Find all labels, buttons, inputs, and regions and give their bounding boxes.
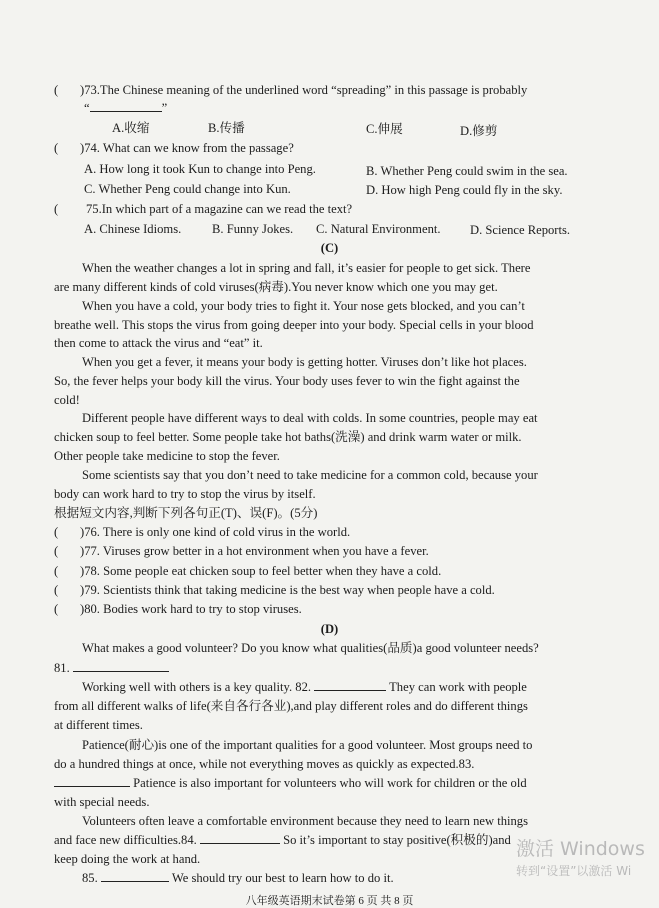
paragraph-text: So it’s important to stay positive(积极的)and xyxy=(283,833,511,847)
tf-question-76: ( )76. There is only one kind of cold virus in the world. xyxy=(54,525,351,539)
paragraph-line xyxy=(54,832,511,848)
paragraph-text: Patience is also important for volunteers who will work for children or the old xyxy=(133,776,527,790)
paragraph-text: and face new difficulties.84. xyxy=(54,833,197,847)
paragraph-text: Working well with others is a key quality. 82. xyxy=(82,680,312,694)
blank-85 xyxy=(101,870,169,882)
q74-option-d: D. How high Peng could fly in the sky. xyxy=(366,183,563,197)
passage-line: When you have a cold, your body tries to fight it. Your nose gets blocked, and you can’t xyxy=(82,299,525,313)
answer-paren: ( xyxy=(54,83,59,97)
passage-line: When you get a fever, it means your body is getting hotter. Viruses don’t like hot places. xyxy=(82,355,527,369)
question-text: )78. Some people eat chicken soup to feel better when they have a cold. xyxy=(80,564,442,578)
paragraph-line xyxy=(82,870,394,886)
question-text: )76. There is only one kind of cold virus in the world. xyxy=(80,525,351,539)
blank-number: 81. xyxy=(54,661,70,675)
passage-line: then come to attack the virus and “eat” it. xyxy=(54,336,263,350)
q74-option-a: A. How long it took Kun to change into Peng. xyxy=(84,162,316,176)
q75-option-b: B. Funny Jokes. xyxy=(212,222,294,236)
paragraph-line xyxy=(82,679,527,695)
q74-option-b: B. Whether Peng could swim in the sea. xyxy=(366,164,568,178)
q75-option-a: A. Chinese Idioms. xyxy=(84,222,182,236)
section-c-title: (C) xyxy=(320,241,339,255)
question-text: )77. Viruses grow better in a hot environment when you have a fever. xyxy=(80,544,429,558)
paragraph-line: from all different walks of life(来自各行各业),and play different roles and do different things xyxy=(54,699,528,713)
q74-text: )74. What can we know from the passage? xyxy=(80,141,294,155)
question-text: )79. Scientists think that taking medicine is the best way when people have a cold. xyxy=(80,583,495,597)
q73-option-a: A.收缩 xyxy=(112,121,150,135)
passage-line: cold! xyxy=(54,393,80,407)
q75-text: 75.In which part of a magazine can we read the text? xyxy=(86,202,353,216)
paragraph-text: We should try our best to learn how to do it. xyxy=(171,871,394,885)
blank-line xyxy=(90,100,162,112)
passage-line: are many different kinds of cold viruses(病毒).You never know which one you may get. xyxy=(54,280,498,294)
page-footer: 八年级英语期末试卷第 6 页 共 8 页 xyxy=(245,895,414,907)
question-text: )80. Bodies work hard to try to stop viruses. xyxy=(80,602,302,616)
q73-option-b: B.传播 xyxy=(208,121,245,135)
blank-83 xyxy=(54,775,130,787)
q75-option-d: D. Science Reports. xyxy=(470,223,571,237)
passage-line: Other people take medicine to stop the fever. xyxy=(54,449,280,463)
q75-stem xyxy=(54,201,352,217)
paragraph-text: They can work with people xyxy=(389,680,527,694)
passage-line: Different people have different ways to deal with colds. In some countries, people may eat xyxy=(82,411,538,425)
q73-text: )73.The Chinese meaning of the underlined word “spreading” in this passage is probably xyxy=(80,83,528,97)
q73-option-d: D.修剪 xyxy=(460,124,498,138)
blank-84 xyxy=(200,832,280,844)
quote-open: “ xyxy=(84,101,90,115)
tf-question-77: ( )77. Viruses grow better in a hot environment when you have a fever. xyxy=(54,544,429,558)
q73-stem xyxy=(54,82,527,98)
q75-option-c: C. Natural Environment. xyxy=(316,222,441,236)
section-d-title: (D) xyxy=(320,622,339,636)
q74-option-c: C. Whether Peng could change into Kun. xyxy=(84,182,291,196)
passage-line: body can work hard to try to stop the virus by itself. xyxy=(54,487,316,501)
blank-number: 85. xyxy=(82,871,98,885)
q73-blank xyxy=(84,100,167,116)
passage-line: chicken soup to feel better. Some people take hot baths(洗澡) and drink warm water or milk. xyxy=(54,430,522,444)
tf-question-80: ( )80. Bodies work hard to try to stop viruses. xyxy=(54,602,302,616)
paragraph-line xyxy=(54,775,527,791)
section-d-intro: What makes a good volunteer? Do you know what qualities(品质)a good volunteer needs? xyxy=(82,641,539,655)
q74-stem xyxy=(54,140,294,156)
blank-81 xyxy=(54,660,169,676)
passage-line: Some scientists say that you don’t need to take medicine for a common cold, because your xyxy=(82,468,538,482)
paragraph-line: Patience(耐心)is one of the important qualities for a good volunteer. Most groups need to xyxy=(82,738,533,752)
paragraph-line: keep doing the work at hand. xyxy=(54,852,201,866)
blank-82 xyxy=(314,679,386,691)
passage-line: When the weather changes a lot in spring and fall, it’s easier for people to get sick. There xyxy=(82,261,531,275)
paragraph-line: with special needs. xyxy=(54,795,150,809)
activation-watermark-subtitle: 转到“设置”以激活 Wi xyxy=(516,864,632,878)
quote-close: ” xyxy=(161,101,168,115)
passage-line: So, the fever helps your body kill the virus. Your body uses fever to win the fight against the xyxy=(54,374,520,388)
tf-question-79: ( )79. Scientists think that taking medicine is the best way when people have a cold. xyxy=(54,583,495,597)
answer-paren: ( xyxy=(54,141,59,155)
paragraph-line: do a hundred things at once, while not everything moves as quickly as expected.83. xyxy=(54,757,475,771)
blank-line xyxy=(73,660,169,672)
activation-watermark-title: 激活 Windows xyxy=(516,838,645,860)
tf-instruction: 根据短文内容,判断下列各句正(T)、误(F)。(5分) xyxy=(54,506,318,520)
paragraph-line: at different times. xyxy=(54,718,143,732)
answer-paren: ( xyxy=(54,202,59,216)
passage-line: breathe well. This stops the virus from going deeper into your body. Special cells in your blood xyxy=(54,318,534,332)
paragraph-line: Volunteers often leave a comfortable environment because they need to learn new things xyxy=(82,814,528,828)
tf-question-78: ( )78. Some people eat chicken soup to feel better when they have a cold. xyxy=(54,564,442,578)
q73-option-c: C.伸展 xyxy=(366,122,403,136)
